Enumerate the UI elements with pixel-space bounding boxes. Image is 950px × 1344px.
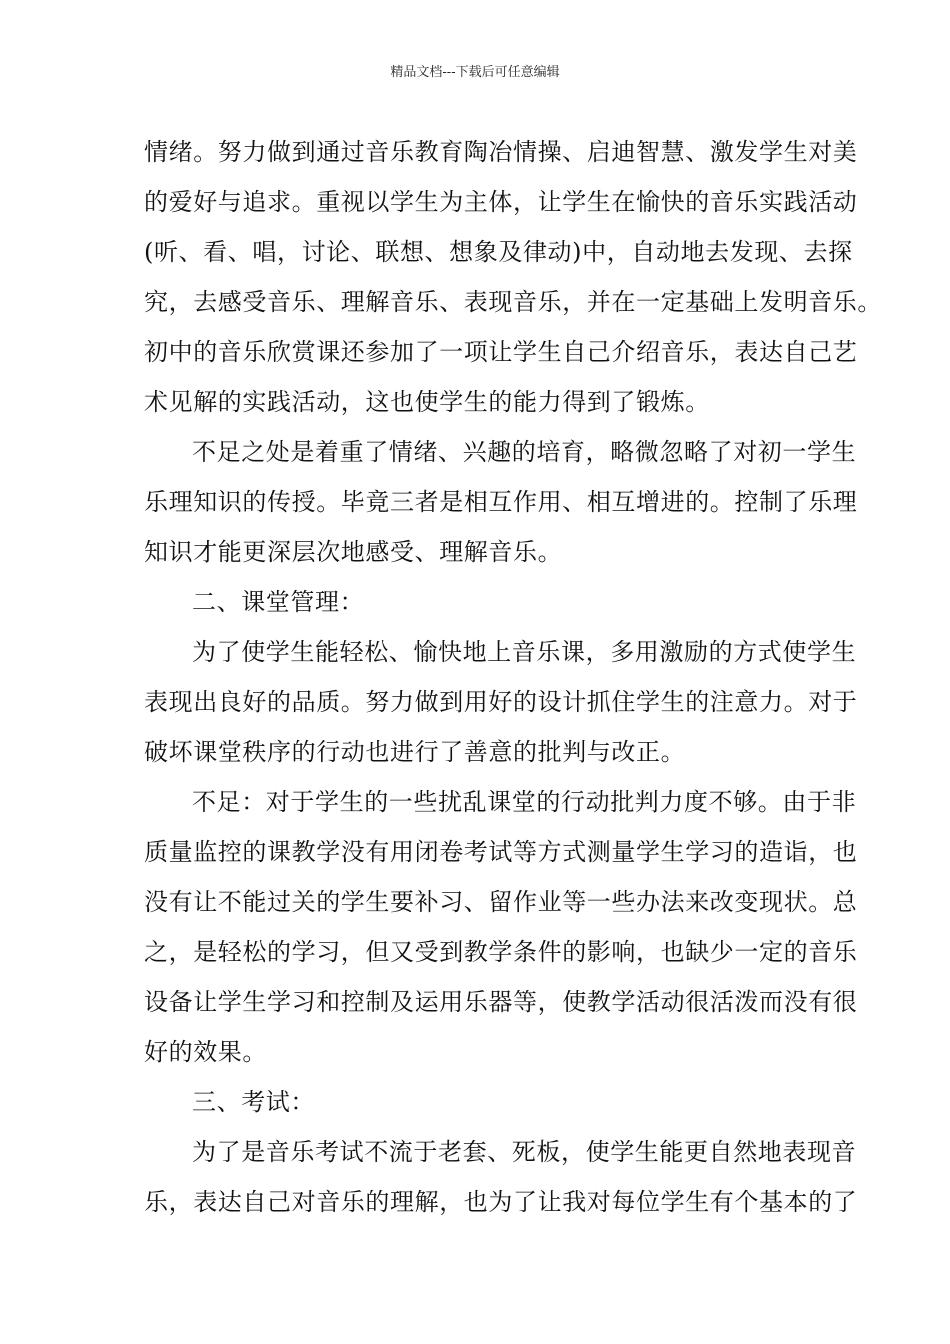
text-line: 设备让学生学习和控制及运用乐器等，使教学活动很活泼而没有很 bbox=[144, 988, 858, 1016]
text-line: 初中的音乐欣赏课还参加了一项让学生自己介绍音乐，表达自己艺 bbox=[144, 338, 858, 366]
text-line: 没有让不能过关的学生要补习、留作业等一些办法来改变现状。总 bbox=[144, 888, 858, 916]
text-line: 为了是音乐考试不流于老套、死板，使学生能更自然地表现音 bbox=[192, 1138, 857, 1166]
text-line: 术见解的实践活动，这也使学生的能力得到了锻炼。 bbox=[144, 388, 710, 416]
text-line: 表现出良好的品质。努力做到用好的设计抓住学生的注意力。对于 bbox=[144, 688, 858, 716]
section-heading: 二、课堂管理： bbox=[192, 588, 365, 616]
text-line: 质量监控的课教学没有用闭卷考试等方式测量学生学习的造诣，也 bbox=[144, 838, 858, 866]
text-line: 为了使学生能轻松、愉快地上音乐课，多用激励的方式使学生 bbox=[192, 638, 857, 666]
text-line: 乐，表达自己对音乐的理解，也为了让我对每位学生有个基本的了 bbox=[144, 1188, 858, 1216]
text-line: 知识才能更深层次地感受、理解音乐。 bbox=[144, 538, 563, 566]
text-line: 之，是轻松的学习，但又受到教学条件的影响，也缺少一定的音乐 bbox=[144, 938, 858, 966]
text-line: (听、看、唱，讨论、联想、想象及律动)中，自动地去发现、去探 bbox=[144, 238, 853, 266]
section-heading: 三、考试： bbox=[192, 1088, 315, 1116]
text-line: 情绪。努力做到通过音乐教育陶冶情操、启迪智慧、激发学生对美 bbox=[144, 138, 858, 166]
text-line: 乐理知识的传授。毕竟三者是相互作用、相互增进的。控制了乐理 bbox=[144, 488, 858, 516]
text-line: 究，去感受音乐、理解音乐、表现音乐，并在一定基础上发明音乐。 bbox=[144, 288, 882, 316]
text-line: 的爱好与追求。重视以学生为主体，让学生在愉快的音乐实践活动 bbox=[144, 188, 858, 216]
text-line: 不足：对于学生的一些扰乱课堂的行动批判力度不够。由于非 bbox=[192, 788, 857, 816]
text-line: 好的效果。 bbox=[144, 1038, 267, 1066]
page-header: 精品文档---下载后可任意编辑 bbox=[390, 65, 560, 80]
text-line: 破坏课堂秩序的行动也进行了善意的批判与改正。 bbox=[144, 738, 686, 766]
text-line: 不足之处是着重了情绪、兴趣的培育，略微忽略了对初一学生 bbox=[192, 438, 857, 466]
